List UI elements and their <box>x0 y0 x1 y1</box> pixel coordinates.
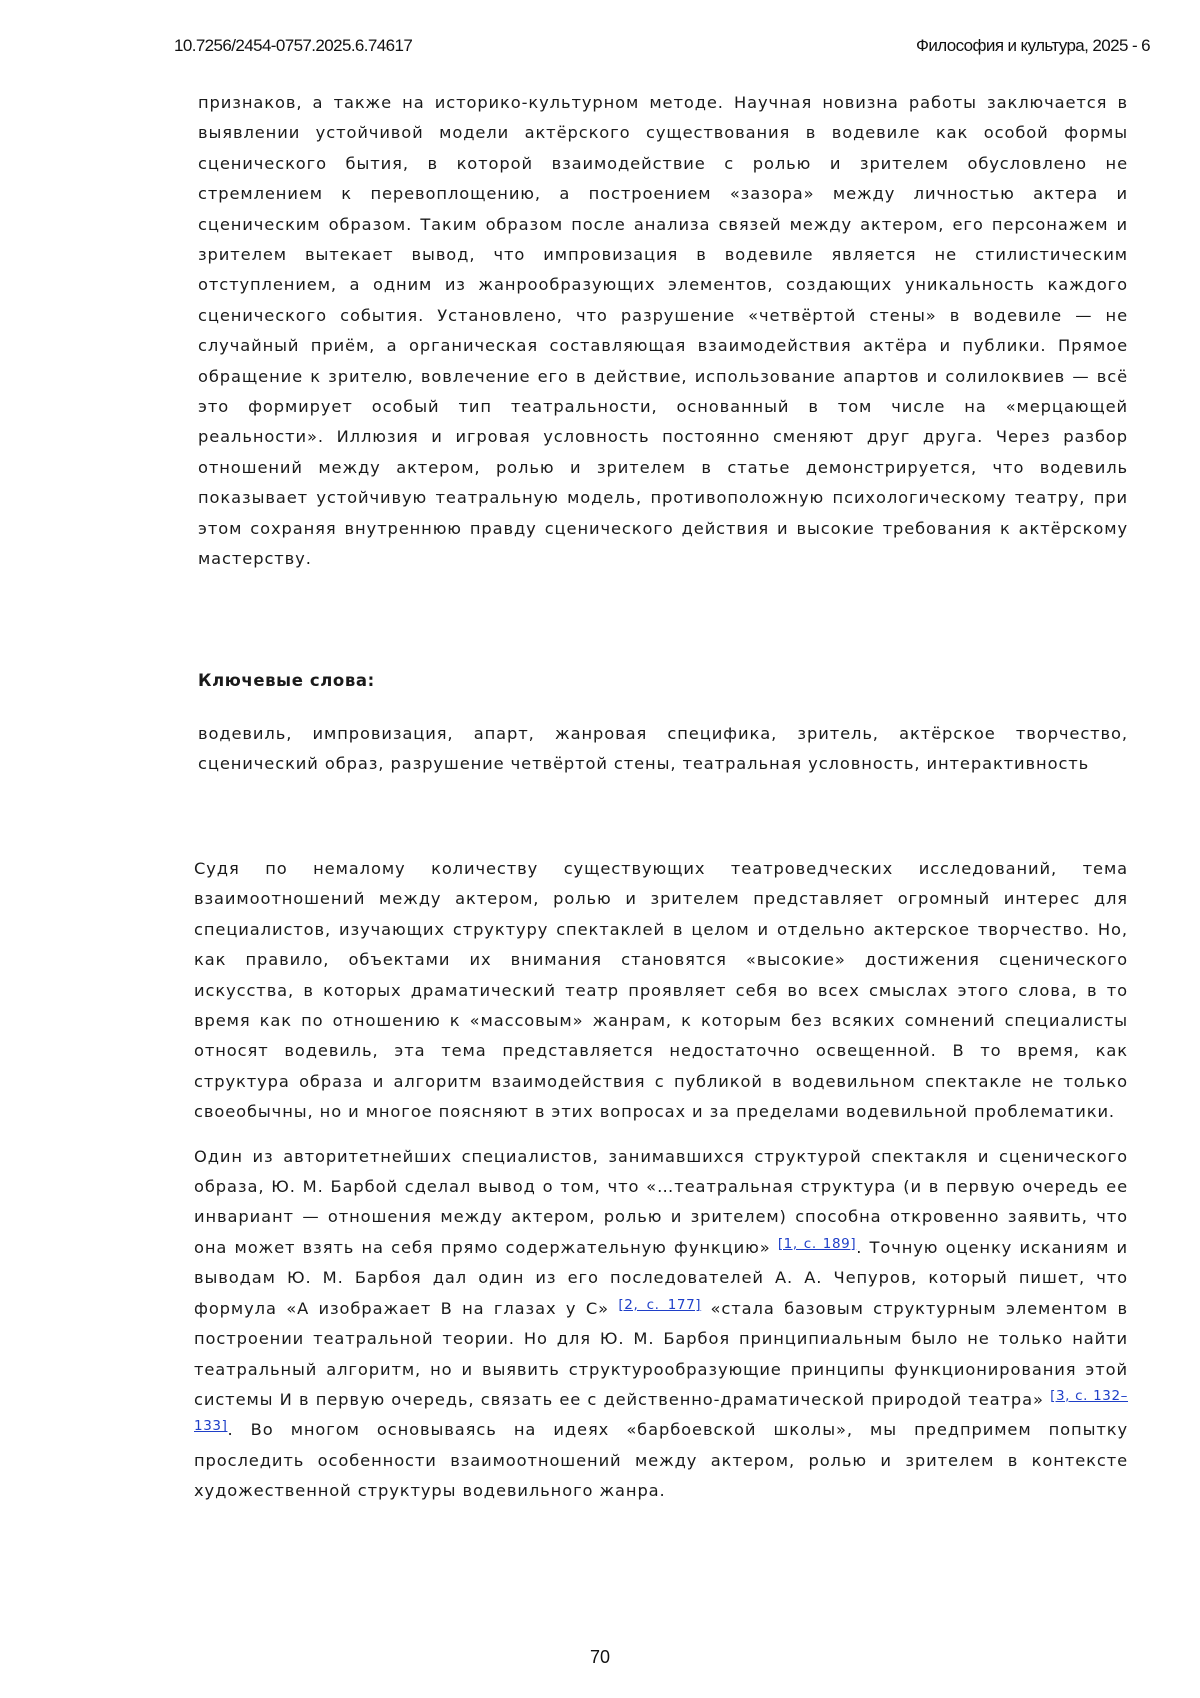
journal-header: Философия и культура, 2025 - 6 <box>916 36 1150 55</box>
paragraph-2-part-d: . Во многом основываясь на идеях «барбоевской школы», мы предпримем попытку проследить особенности взаимоотношений между актером, ролью и зрителем в контексте художественной структуры водевильного жанра. <box>194 1420 1128 1501</box>
paragraph-2-part-b: . Точную оценку исканиям и выводам Ю. М. Барбоя дал один из его последователей А. А. Чепуров, который пишет, что формула «А изображает В на глазах у С» <box>194 1237 1128 1318</box>
article-body <box>194 854 1128 1521</box>
page-number: 70 <box>589 1647 611 1667</box>
paragraph-1: Судя по немалому количеству существующих театроведческих исследований, тема взаимоотношений между актером, ролью и зрителем представляет огромный интерес для специалистов, изучающих структуру спектаклей в целом и отдельно актерское творчество. Но, как правило, объектами их внимания становятся «высокие» достижения сценического искусства, в которых драматический театр проявляет себя во всех смыслах этого слова, в то время как по отношению к «массовым» жанрам, к которым без всяких сомнений специалисты относят водевиль, эта тема представляется недостаточно освещенной. В то время, как структура образа и алгоритм взаимодействия с публикой в водевильном спектакле не только своеобычны, но и многое поясняют в этих вопросах и за пределами водевильной проблематики. <box>194 859 1128 1122</box>
doi-header: 10.7256/2454-0757.2025.6.74617 <box>174 36 413 55</box>
paragraph-2 <box>194 1142 1128 1507</box>
paragraph-2-part-a: Один из авторитетнейших специалистов, занимавшихся структурой спектакля и сценического образа, Ю. М. Барбой сделал вывод о том, что «…театральная структура (и в первую очередь ее инвариант — отношения между актером, ролью и зрителем) способна откровенно заявить, что она может взять на себя прямо содержательную функцию» <box>194 1146 1128 1257</box>
abstract-text: признаков, а также на историко-культурном методе. Научная новизна работы заключается в выявлении устойчивой модели актёрского существования в водевиле как особой формы сценического бытия, в которой взаимодействие с ролью и зрителем обусловлено не стремлением к перевоплощению, а построением «зазора» между личностью актера и сценическим образом. Таким образом после анализа связей между актером, его персонажем и зрителем вытекает вывод, что импровизация в водевиле является не стилистическим отступлением, а одним из жанрообразующих элементов, создающих уникальность каждого сценического события. Установлено, что разрушение «четвёртой стены» в водевиле — не случайный приём, а органическая составляющая взаимодействия актёра и публики. Прямое обращение к зрителю, вовлечение его в действие, использование апартов и солилоквиев — всё это формирует особый тип театральности, основанный в том числе на «мерцающей реальности». Иллюзия и игровая условность постоянно сменяют друг друга. Через разбор отношений между актером, ролью и зрителем в статье демонстрируется, что водевиль показывает устойчивую театральную модель, противоположную психологическому театру, при этом сохраняя внутреннюю правду сценического действия и высокие требования к актёрскому мастерству. <box>198 93 1128 569</box>
paragraph-2-part-c: «стала базовым структурным элементом в построении театральной теории. Но для Ю. М. Барбоя принципиальным было не только найти театральный алгоритм, но и выявить структурообразующие принципы функционирования этой системы И в первую очередь, связать ее с действенно-драматической природой театра» <box>194 1298 1128 1409</box>
keywords-title: Ключевые слова: <box>198 671 375 690</box>
reference-link-3[interactable]: [3, с. 132–133] <box>194 1387 1129 1435</box>
reference-link-1[interactable]: [1, с. 189] <box>777 1235 857 1252</box>
keywords-list: водевиль, импровизация, апарт, жанровая специфика, зритель, актёрское творчество, сценический образ, разрушение четвёртой стены, театральная условность, интерактивность <box>198 724 1128 774</box>
reference-link-2[interactable]: [2, с. 177] <box>618 1296 702 1313</box>
